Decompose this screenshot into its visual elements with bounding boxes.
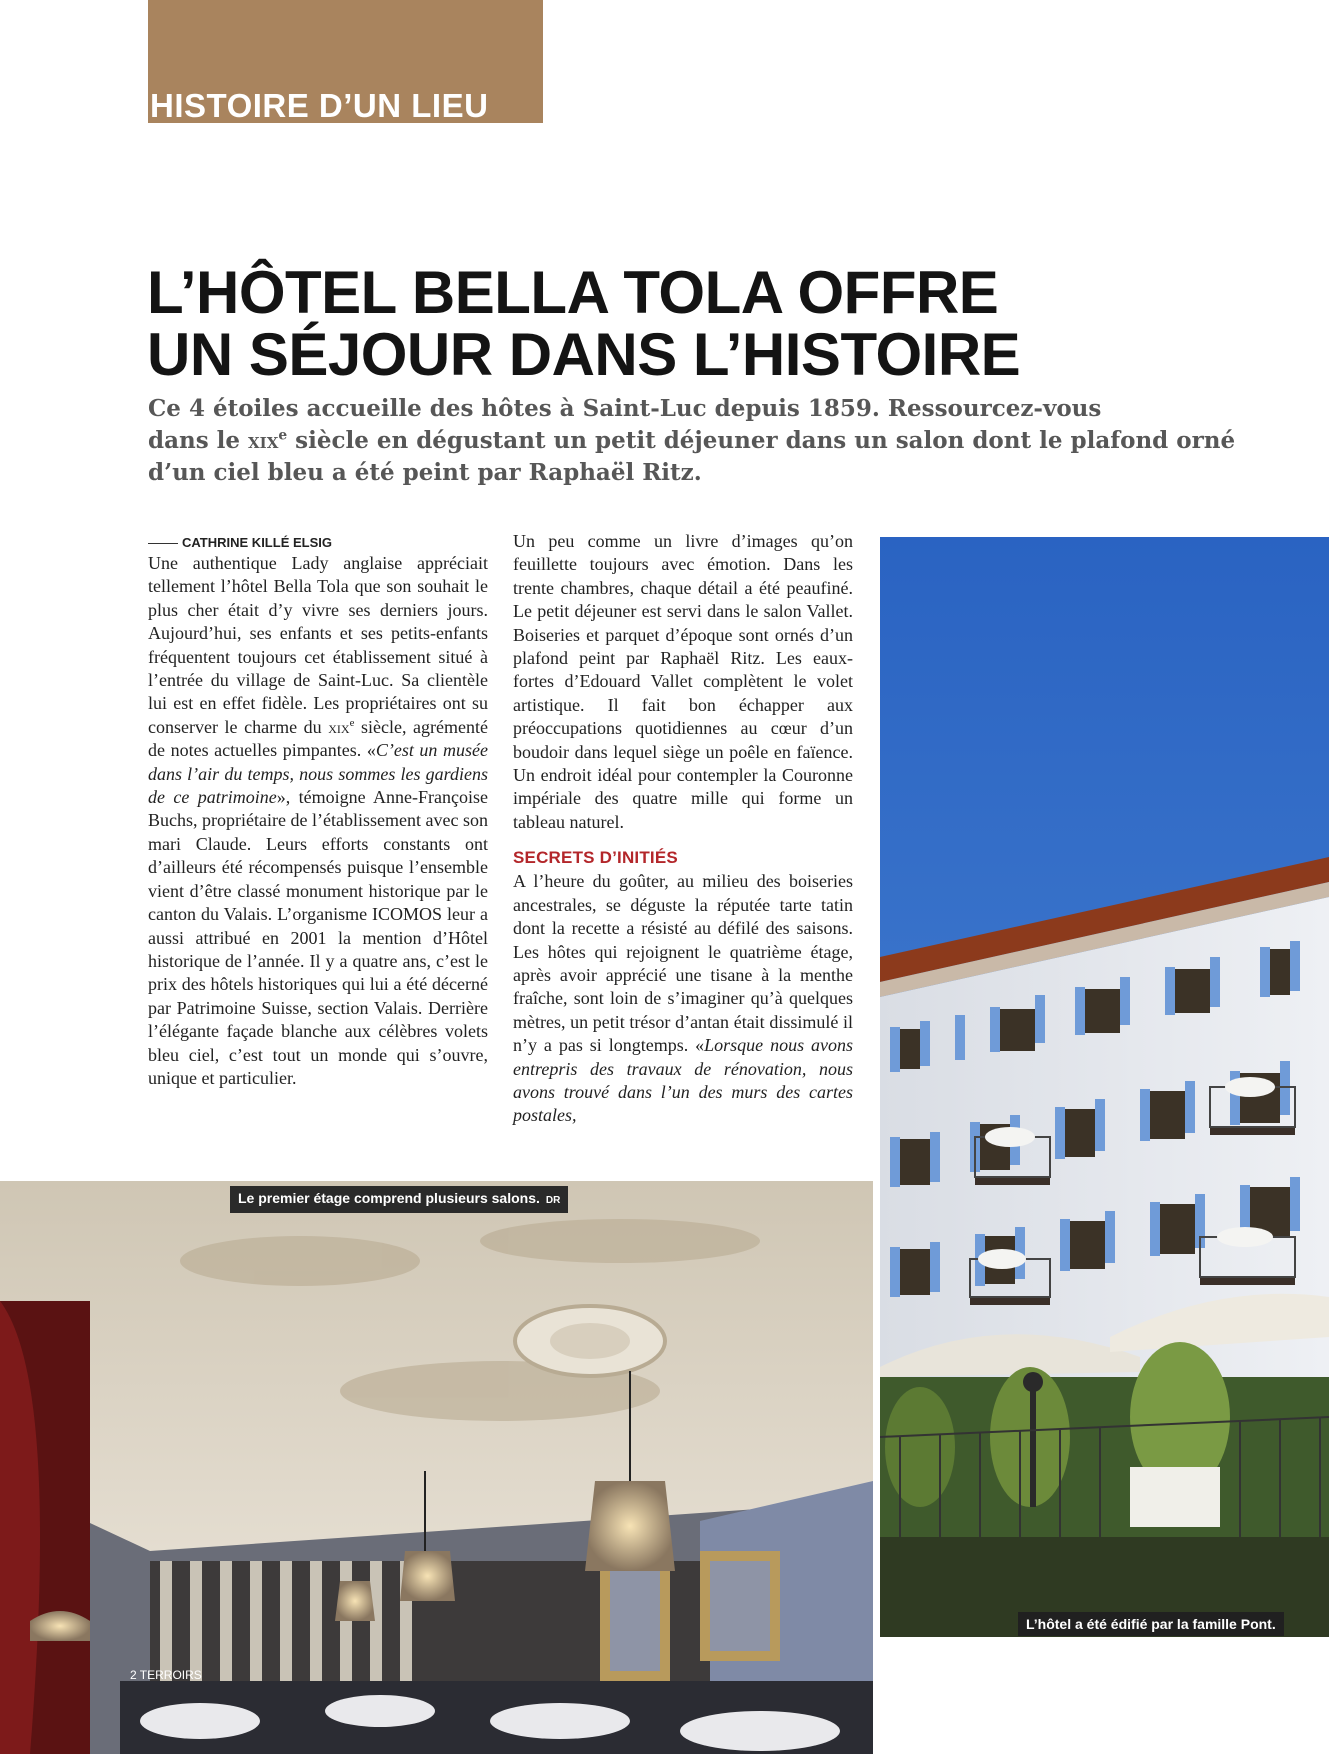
salon-caption	[230, 1186, 568, 1213]
body-text: A l’heure du goûter, au milieu des boiseries ancestrales, se déguste la réputée tarte tatin dont la recette a résisté au défilé des saisons. Les hôtes qui rejoignent le quatrième étage, après avoir apprécié une tisane à la menthe fraîche, sont loin de s’imaginer qu’à quelques mètres, un petit trésor d’antan était dissimulé il n’y a pas si longtemps. «	[513, 871, 853, 1056]
quote-text: Lorsque nous avons entrepris des travaux de rénovation, nous avons trouvé dans l’un des murs des cartes postales,	[513, 1035, 853, 1126]
headline-line-2: UN SÉJOUR DANS L’HISTOIRE	[147, 321, 1021, 388]
headline-line-1: L’HÔTEL BELLA TOLA OFFRE	[147, 259, 999, 326]
headline	[147, 259, 1277, 388]
body-text: siècle, agrémenté de notes actuelles pimpantes. «	[148, 716, 488, 761]
byline-rule	[148, 543, 178, 544]
column-2-paragraph-1: Un peu comme un livre d’images qu’on feuillette toujours avec émotion. Dans les trente chambres, chaque détail a été peaufiné. Le petit déjeuner est servi dans le salon Vallet. Boiseries et parquet d’époque sont ornés d’un plafond peint par Raphaël Ritz. Les eaux-fortes d’Edouard Vallet complètent le volet artistique. Il fait bon échapper aux préoccupations quotidiennes au cœur d’un boudoir dans lequel siège un poêle en faïence. Un endroit idéal pour contempler la Couronne impériale des quatre mille qui forme un tableau naturel.	[513, 531, 853, 832]
byline	[148, 535, 332, 551]
page-footer: 2 TERROIRS	[130, 1668, 202, 1682]
byline-author: CATHRINE KILLÉ ELSIG	[182, 535, 332, 550]
subhead: SECRETS D’INITIÉS	[513, 848, 678, 868]
standfirst-line-3: d’un ciel bleu a été peint par Raphaël Ritz.	[148, 459, 702, 486]
article-column-2	[513, 530, 853, 1128]
caption-text: Le premier étage comprend plusieurs salons.	[238, 1190, 540, 1206]
standfirst-text: siècle en dégustant un petit déjeuner dans un salon dont le plafond orné	[287, 427, 1236, 454]
article-column-1	[148, 552, 488, 1090]
standfirst-text: dans le	[148, 427, 249, 454]
standfirst-line-2	[148, 425, 1236, 457]
standfirst	[148, 393, 1236, 489]
rubric-label: HISTOIRE D’UN LIEU	[150, 87, 489, 124]
standfirst-line-1: Ce 4 étoiles accueille des hôtes à Saint-Luc depuis 1859. Ressourcez-vous	[148, 395, 1102, 422]
century-numeral: xix	[328, 717, 350, 737]
hotel-facade-photo	[880, 537, 1329, 1637]
century-suffix: e	[349, 716, 355, 729]
facade-caption: L’hôtel a été édifié par la famille Pont.	[1018, 1612, 1284, 1636]
century-numeral: xix	[248, 428, 279, 453]
body-text: Une authentique Lady anglaise appréciait tellement l’hôtel Bella Tola que son souhait le plus cher était d’y vivre ses derniers jours. Aujourd’hui, ses enfants et ses petits-enfants fréquentent toujours cet établissement situé à l’entrée du village de Saint-Luc. Sa clientèle lui est en effet fidèle. Les propriétaires ont su conserver le charme du	[148, 553, 488, 737]
century-suffix: e	[278, 427, 288, 444]
column-2-paragraph-2	[513, 870, 853, 1127]
body-text: », témoigne Anne-Françoise Buchs, propriétaire de l’établissement avec son mari Claude. Leurs efforts constants ont d’ailleurs été récompensés puisque l’ensemble vient d’être classé monument historique par le canton du Valais. L’organisme ICOMOS leur a aussi attribué en 2001 la mention d’Hôtel historique de l’année. Il y a quatre ans, c’est le prix des hôtels historiques qui lui a été décerné par Patrimoine Suisse, section Valais. Derrière l’élégante façade blanche aux célèbres volets bleu ciel, c’est tout un monde qui s’ouvre, unique et particulier.	[148, 787, 489, 1088]
facade-illustration	[880, 537, 1329, 1637]
quote-text: C’est un musée dans l’air du temps, nous sommes les gardiens de ce patrimoine	[148, 740, 488, 808]
photo-credit: DR	[545, 1195, 561, 1206]
column-1-paragraph	[148, 552, 488, 1090]
